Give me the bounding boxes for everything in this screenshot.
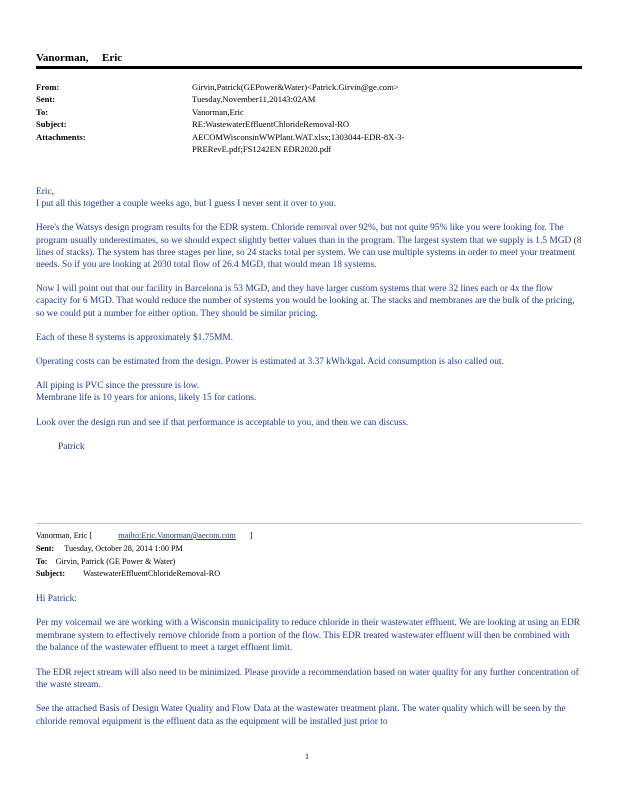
- quoted-to-value: Girvin, Patrick (GE Power & Water): [55, 556, 176, 566]
- owner-last-name: Vanorman,: [36, 52, 89, 64]
- quoted-paragraph: See the attached Basis of Design Water Quality and Flow Data at the wastewater treatment plant. The water quality which will be seen by the chloride removal equipment is the effluent data as the equipment will be installed just prior to: [36, 704, 566, 727]
- quoted-paragraph: The EDR reject stream will also need to be minimized. Please provide a recommendation based on water quality for any further concentration of the waste stream.: [36, 667, 579, 691]
- quoted-to-label: To:: [36, 556, 48, 566]
- quoted-paragraph: Per my voicemail we are working with a Wisconsin municipality to reduce chloride in their wastewater effluent. We are looking at using an EDR membrane system to effectively remove chloride from a portion of the flow. This EDR treated wastewater effluent will then be combined with the balance of the wastewater effluent to meet a target effluent limit.: [36, 618, 581, 654]
- mailbox-owner: [36, 52, 122, 64]
- quoted-from-email-link[interactable]: mailto:Eric.Vanorman@aecom.com: [118, 531, 236, 540]
- from-value: Girvin,Patrick(GEPower&Water)<Patrick.Girvin@ge.com>: [192, 82, 399, 92]
- attachments-value[interactable]: AECOMWisconsinWWPlant.WAT.xlsx;1303044-EDR-8X-3-PRERevE.pdf;FS1242EN EDR2020.pdf: [192, 131, 405, 155]
- subject-value: RE:WastewaterEffluentChlorideRemoval-RO: [192, 119, 350, 130]
- quoted-subject-value: WastewaterEffluentChlorideRemoval-RO: [83, 569, 221, 579]
- reply-paragraph: Operating costs can be estimated from the design. Power is estimated at 3.37 kWh/kgal. Acid consumption is also called out.: [36, 357, 504, 368]
- quoted-subject-label: Subject:: [36, 569, 66, 579]
- owner-first-name: Eric: [102, 52, 123, 64]
- sent-value: Tuesday,November11,20143:02AM: [192, 94, 316, 105]
- header-rule: [36, 66, 582, 69]
- attachments-label: Attachments:: [36, 131, 86, 142]
- reply-paragraph: I put all this together a couple weeks ago, but I guess I never sent it over to you.: [36, 199, 336, 210]
- email-header: [36, 81, 442, 155]
- to-label: To:: [36, 106, 49, 117]
- quoted-header: [36, 530, 253, 581]
- to-value: Vanorman,Eric: [192, 106, 244, 117]
- quoted-sent-label: Sent:: [36, 543, 55, 553]
- from-label: From:: [36, 82, 60, 92]
- reply-paragraph: Each of these 8 systems is approximately $1.75MM.: [36, 332, 234, 343]
- reply-paragraph: All piping is PVC since the pressure is low.: [36, 381, 200, 392]
- reply-paragraph: Look over the design run and see if that performance is acceptable to you, and then we can discuss.: [36, 417, 409, 428]
- reply-body: [36, 186, 582, 453]
- subject-label: Subject:: [36, 119, 67, 130]
- reply-paragraph: Membrane life is 10 years for anions, likely 15 for cations.: [36, 393, 257, 404]
- reply-signature: Patrick: [58, 441, 85, 452]
- quote-separator: [36, 523, 582, 524]
- quoted-sent-value: Tuesday, October 28, 2014 1:00 PM: [64, 543, 183, 553]
- quoted-greeting: Hi Patrick:: [36, 594, 77, 604]
- sent-label: Sent:: [36, 94, 56, 105]
- reply-paragraph: Here's the Watsys design program results for the EDR system. Chloride removal over 92%, but not quite 95% like you were looking for. The program usually underestimates, so we should expect slightly better values than in the program. The largest system that we supply is 1.5 MGD (8 lines of stacks). The system has three stages per line, so 24 stacks total per system. We can use multiple systems in order to meet your treatment needs. So if you are looking at 2030 total flow of 26.4 MGD, that would mean 18 systems.: [36, 223, 582, 271]
- page-number: 1: [305, 752, 309, 761]
- reply-greeting: Eric,: [36, 187, 54, 197]
- quoted-from-bracket: ]: [249, 531, 253, 540]
- quoted-body: [36, 593, 582, 728]
- reply-paragraph: Now I will point out that our facility in Barcelona is 53 MGD, and they have larger custom systems that were 32 lines each or 4x the flow capacity for 6 MGD. That would reduce the number of systems you would be looking at. The stacks and membranes are the bulk of the pricing, so we could put a number for either option. They should be similar pricing.: [36, 284, 575, 319]
- quoted-from-value: Vanorman, Eric [: [36, 531, 93, 540]
